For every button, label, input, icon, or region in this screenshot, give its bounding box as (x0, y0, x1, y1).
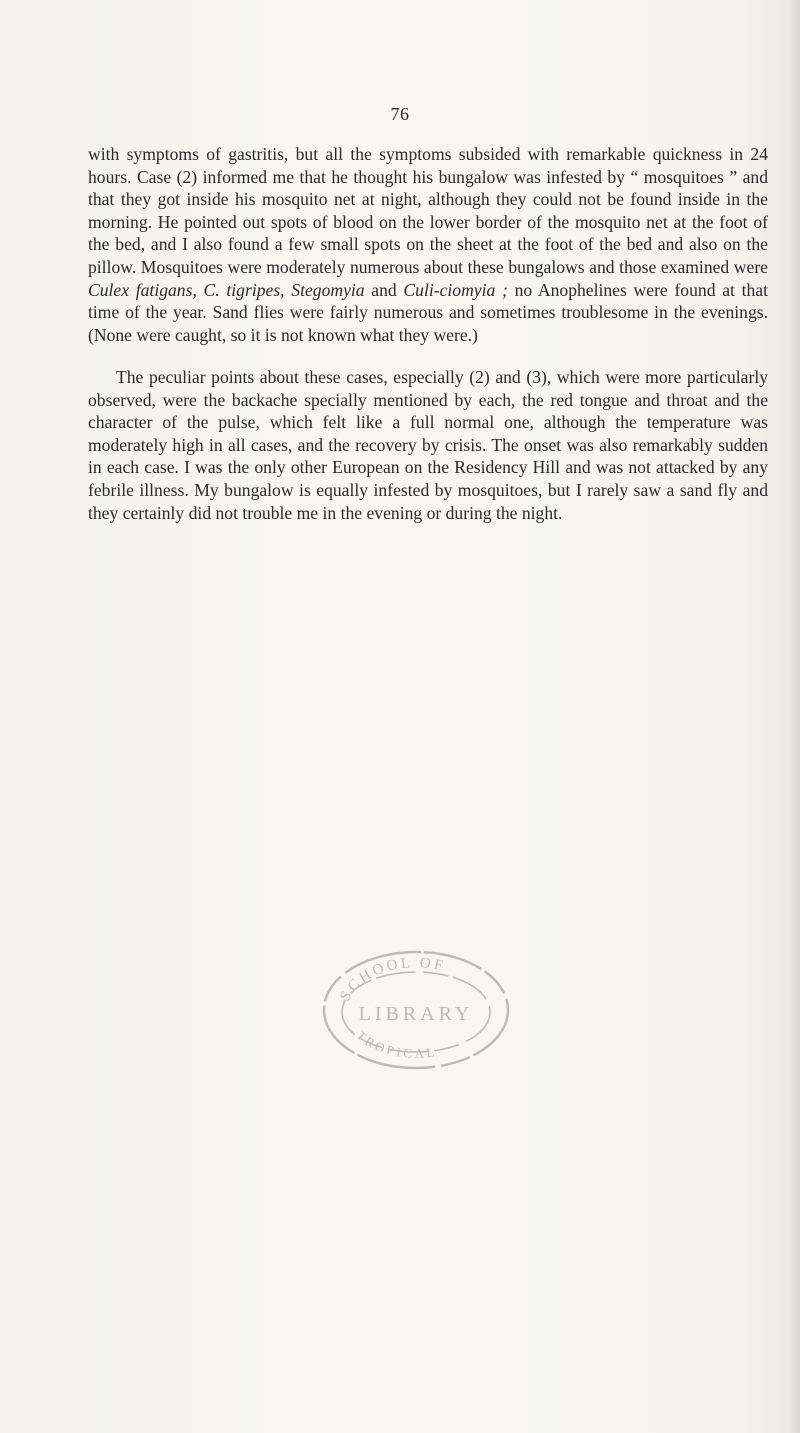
paragraph-1 (88, 143, 768, 346)
library-stamp (312, 940, 516, 1076)
species-names-italic: Culex fatigans, C. tigripes, Stegomyia (88, 279, 365, 300)
stamp-top-text: SCHOOL OF (337, 955, 448, 1004)
paragraph-1-text-a: with symptoms of gastritis, but all the symptoms subsided with remarkable quickness in 24 hours. Case (2) informed me that he thought his bungalow was infested by “ mosquitoes ” and that they got inside his mosquito net at night, although they could not be found inside in the morning. He pointed out spots of blood on the lower border of the mosquito net at the foot of the bed, and I also found a few small spots on the sheet at the foot of the bed and also on the pillow. Mosquitoes were moderately numerous about these bungalows and those examined were (88, 144, 768, 277)
page-edge-shadow (786, 0, 800, 1433)
stamp-bottom-text: TROPICAL (353, 1027, 439, 1061)
paragraph-2: The peculiar points about these cases, especially (2) and (3), which were more particularly observed, were the backache specially mentioned by each, the red tongue and throat and the character of the pulse, which felt like a full normal one, although the temperature was moderately high in all cases, and the recovery by crisis. The onset was also remarkably sudden in each case. I was the only other European on the Residency Hill and was not attacked by any febrile illness. My bungalow is equally infested by mosquitoes, but I rarely saw a sand fly and they certainly did not trouble me in the evening or during the night. (88, 367, 768, 523)
paragraph-1-text-c: no Anophelines were found at that time of the year. Sand flies were fairly numerous and sometimes troublesome in the evenings. (None were caught, so it is not known what they were.) (88, 279, 769, 345)
genus-name-italic: Culi-ciomyia ; (403, 279, 508, 300)
stamp-middle-text: LIBRARY (358, 1003, 474, 1025)
svg-text:TROPICAL (354, 1027, 439, 1060)
page-number: 76 (390, 104, 410, 124)
paragraph-1-text-b: and (364, 279, 404, 300)
svg-text:SCHOOL OF (337, 955, 447, 1004)
